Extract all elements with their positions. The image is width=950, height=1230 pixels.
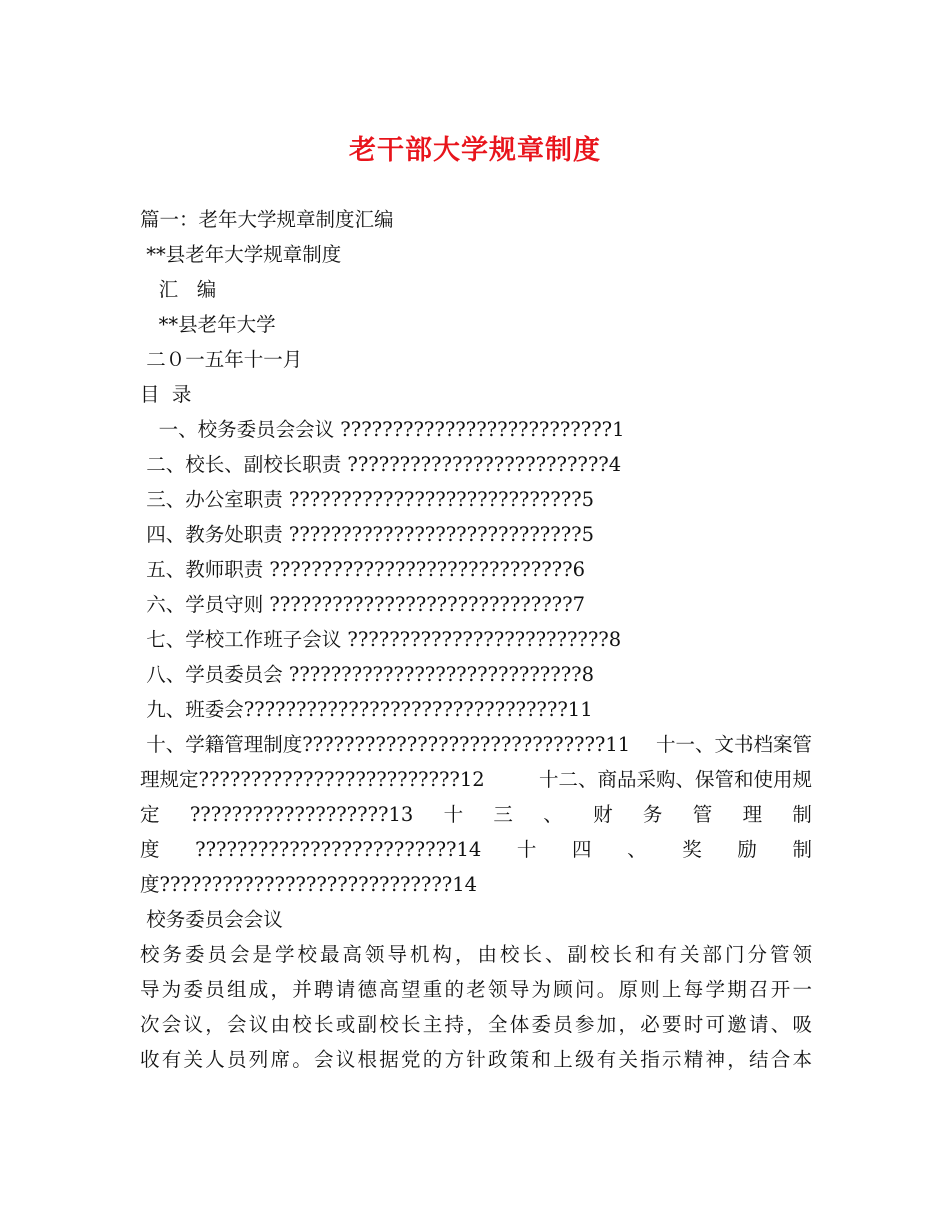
toc-entry: 四、教务处职责 ????????????????????????????5 xyxy=(140,523,595,546)
text-line: 二０一五年十一月 xyxy=(140,348,303,371)
toc-entry: 三、办公室职责 ????????????????????????????5 xyxy=(140,488,595,511)
text-line: 汇 编 xyxy=(140,278,217,301)
toc-fragment: 十二、商品采购、保管和使用规 xyxy=(538,768,812,791)
paragraph-line: 导为委员组成，并聘请德高望重的老领导为顾问。原则上每学期召开一 xyxy=(140,978,812,1001)
section-heading: 校务委员会会议 xyxy=(140,908,283,931)
toc-fragment: 管 xyxy=(692,803,713,826)
toc-fragment: 十 xyxy=(516,838,537,861)
toc-fragment: 十、学籍管理制度?????????????????????????????11 xyxy=(140,733,631,756)
toc-wrapped-line xyxy=(140,768,812,792)
toc-wrapped-line xyxy=(140,838,812,862)
paragraph-line: 收有关人员列席。会议根据党的方针政策和上级有关指示精神，结合本 xyxy=(140,1048,812,1071)
toc-entry: 度????????????????????????????14 xyxy=(140,873,478,896)
toc-wrapped-line xyxy=(140,803,812,827)
text-line: 篇一：老年大学规章制度汇编 xyxy=(140,208,394,231)
paragraph-line: 次会议，会议由校长或副校长主持，全体委员参加，必要时可邀请、吸 xyxy=(140,1013,812,1036)
toc-fragment: 奖 xyxy=(682,838,702,861)
toc-fragment: 励 xyxy=(737,838,757,861)
text-line: **县老年大学 xyxy=(140,313,276,336)
toc-heading: 目 录 xyxy=(140,383,192,406)
toc-entry: 六、学员守则 ?????????????????????????????7 xyxy=(140,593,585,616)
toc-entry: 二、校长、副校长职责 ?????????????????????????4 xyxy=(140,453,622,476)
paragraph-line: 校务委员会是学校最高领导机构，由校长、副校长和有关部门分管领 xyxy=(140,943,812,966)
toc-fragment: 四 xyxy=(572,838,592,861)
text-line: **县老年大学规章制度 xyxy=(140,243,342,266)
toc-fragment: 财 xyxy=(593,803,613,826)
toc-entry: 七、学校工作班子会议 ?????????????????????????8 xyxy=(140,628,622,651)
toc-fragment: 理 xyxy=(742,803,763,826)
toc-fragment: 制 xyxy=(792,838,812,861)
toc-entry: 八、学员委员会 ????????????????????????????8 xyxy=(140,663,595,686)
toc-fragment: ?????????????????????????14 xyxy=(195,838,482,861)
toc-fragment: 十 xyxy=(443,803,464,826)
toc-fragment: 十一、文书档案管 xyxy=(655,733,812,756)
toc-fragment: 理规定?????????????????????????12 xyxy=(140,768,485,791)
toc-fragment: 制 xyxy=(792,803,812,826)
document-title: 老干部大学规章制度 xyxy=(349,135,601,166)
toc-entry: 一、校务委员会会议 ??????????????????????????1 xyxy=(140,418,625,441)
toc-fragment: 定 xyxy=(140,803,160,826)
toc-fragment: 度 xyxy=(140,838,160,861)
toc-entry: 五、教师职责 ?????????????????????????????6 xyxy=(140,558,585,581)
toc-entry: 九、班委会???????????????????????????????11 xyxy=(140,698,593,721)
toc-fragment: 、 xyxy=(627,838,647,861)
toc-fragment: 、 xyxy=(543,803,563,826)
toc-fragment: 务 xyxy=(642,803,663,826)
toc-fragment: ???????????????????13 xyxy=(189,803,414,826)
toc-fragment: 三 xyxy=(493,803,513,826)
toc-wrapped-line xyxy=(140,733,812,757)
